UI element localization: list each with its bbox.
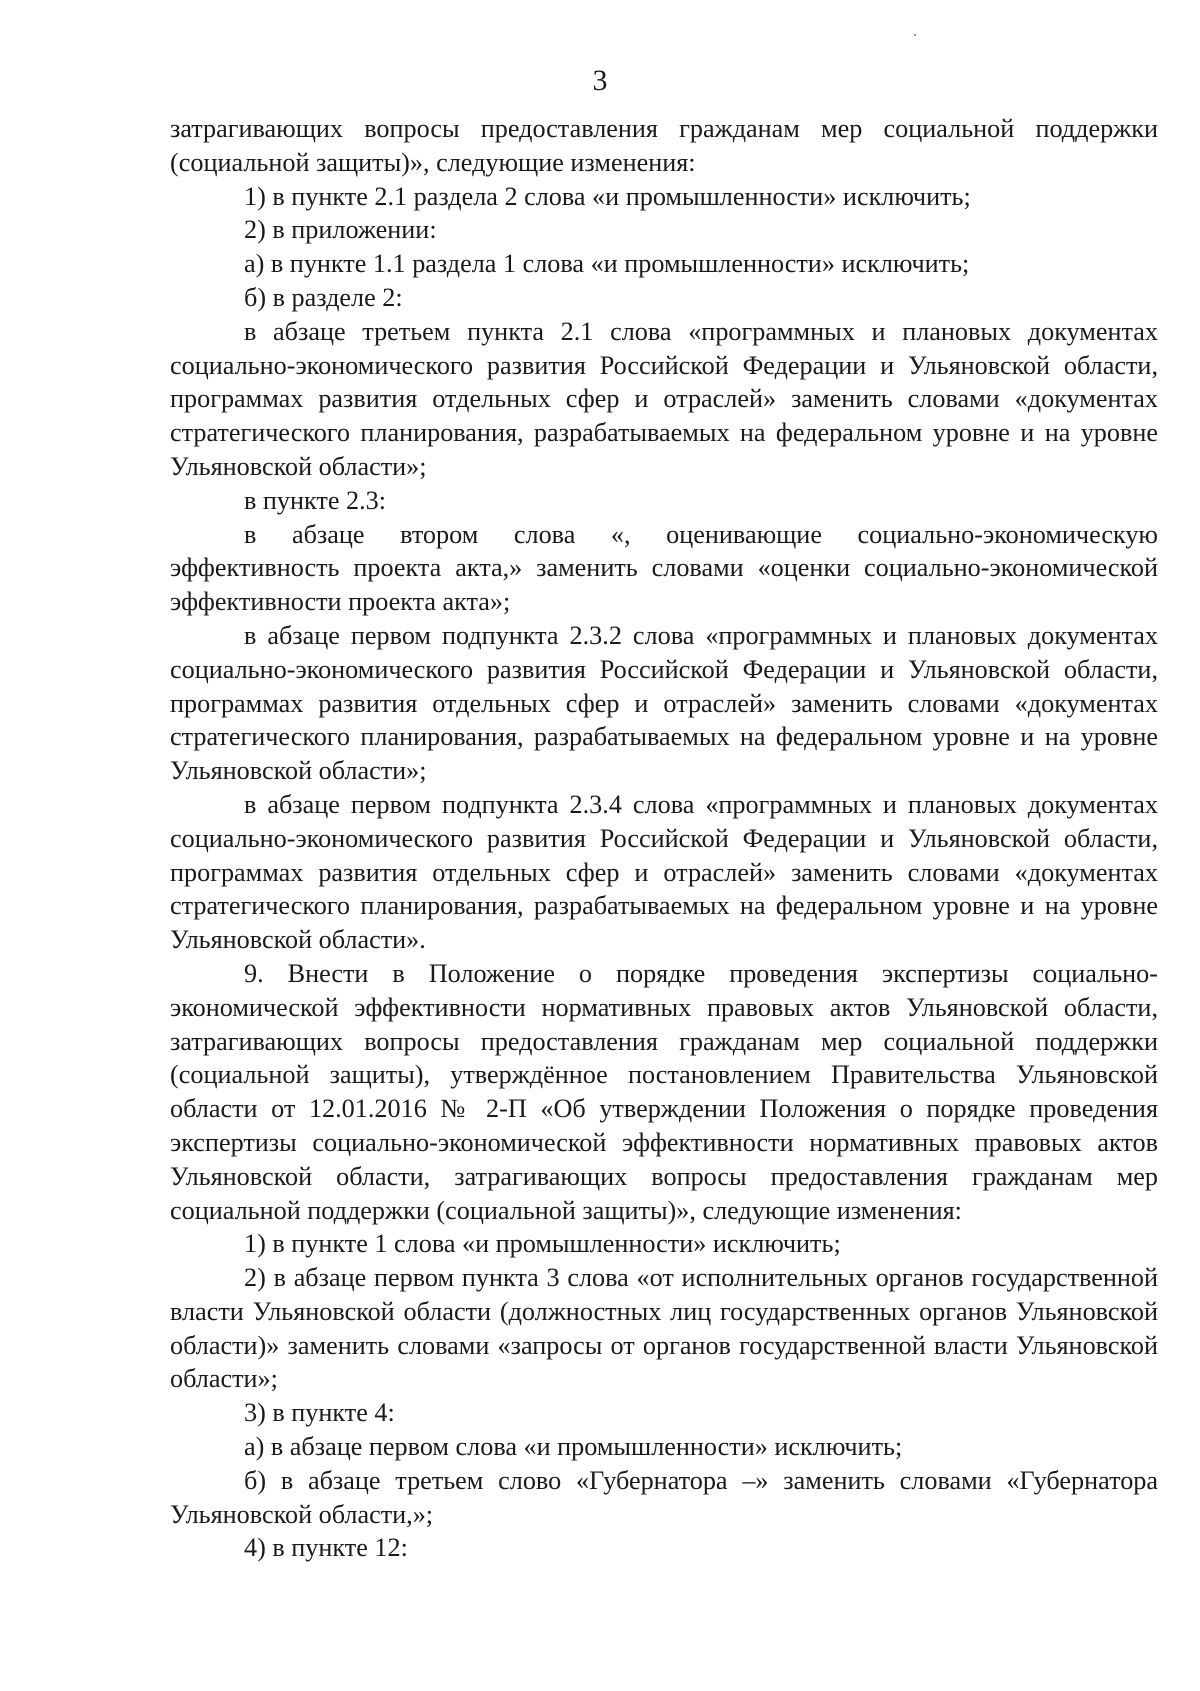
paragraph: в абзаце втором слова «, оценивающие социально-экономическую эффективность проекта акта,» заменить словами «оценки социально-экономической эффективности проекта акта»; xyxy=(170,519,1158,617)
paragraph: 2) в приложении: xyxy=(244,215,437,245)
paragraph: а) в пункте 1.1 раздела 1 слова «и промышленности» исключить; xyxy=(244,249,970,279)
scan-speck xyxy=(914,34,916,36)
paragraph: в абзаце третьем пункта 2.1 слова «программных и плановых документах социально-экономического развития Российской Федерации и Ульяновской области, программах развития отдельных сфер и отраслей» заменить словами «документах стратегического планирования, разрабатываемых на федеральном уровне и на уровне Ульяновской области»; xyxy=(170,316,1158,481)
paragraph: 1) в пункте 1 слова «и промышленности» исключить; xyxy=(244,1229,841,1259)
paragraph: а) в абзаце первом слова «и промышленности» исключить; xyxy=(244,1432,903,1462)
paragraph: в абзаце первом подпункта 2.3.2 слова «программных и плановых документах социально-экономического развития Российской Федерации и Ульяновской области, программах развития отдельных сфер и отраслей» заменить словами «документах стратегического планирования, разрабатываемых на федеральном уровне и на уровне Ульяновской области»; xyxy=(170,620,1158,786)
paragraph: 3) в пункте 4: xyxy=(244,1398,395,1428)
paragraph: б) в абзаце третьем слово «Губернатора –» заменить словами «Губернатора Ульяновской области,»; xyxy=(170,1465,1158,1529)
paragraph: в абзаце первом подпункта 2.3.4 слова «программных и плановых документах социально-экономического развития Российской Федерации и Ульяновской области, программах развития отдельных сфер и отраслей» заменить словами «документах стратегического планирования, разрабатываемых на федеральном уровне и на уровне Ульяновской области». xyxy=(170,789,1158,955)
paragraph: 9. Внести в Положение о порядке проведения экспертизы социально-экономической эффективности нормативных правовых актов Ульяновской области, затрагивающих вопросы предоставления гражданам мер социальной поддержки (социальной защиты), утверждённое постановлением Правительства Ульяновской области от 12.01.2016 № 2-П «Об утверждении Положения о порядке проведения экспертизы социально-экономической эффективности нормативных правовых актов Ульяновской области, затрагивающих вопросы предоставления гражданам мер социальной поддержки (социальной защиты)», следующие изменения: xyxy=(170,958,1158,1225)
paragraph: 1) в пункте 2.1 раздела 2 слова «и промышленности» исключить; xyxy=(244,181,971,211)
paragraph: 4) в пункте 12: xyxy=(244,1533,408,1563)
paragraph: 2) в абзаце первом пункта 3 слова «от исполнительных органов государственной власти Ульяновской области (должностных лиц государственных органов Ульяновской области)» заменить словами «запросы от органов государственной власти Ульяновской области»; xyxy=(170,1263,1158,1394)
page-number: 3 xyxy=(592,64,608,97)
paragraph: затрагивающих вопросы предоставления гражданам мер социальной поддержки (социальной защиты)», следующие изменения: xyxy=(170,114,1158,177)
paragraph: в пункте 2.3: xyxy=(244,485,387,515)
paragraph: б) в разделе 2: xyxy=(244,282,403,312)
document-body xyxy=(170,112,1158,1565)
